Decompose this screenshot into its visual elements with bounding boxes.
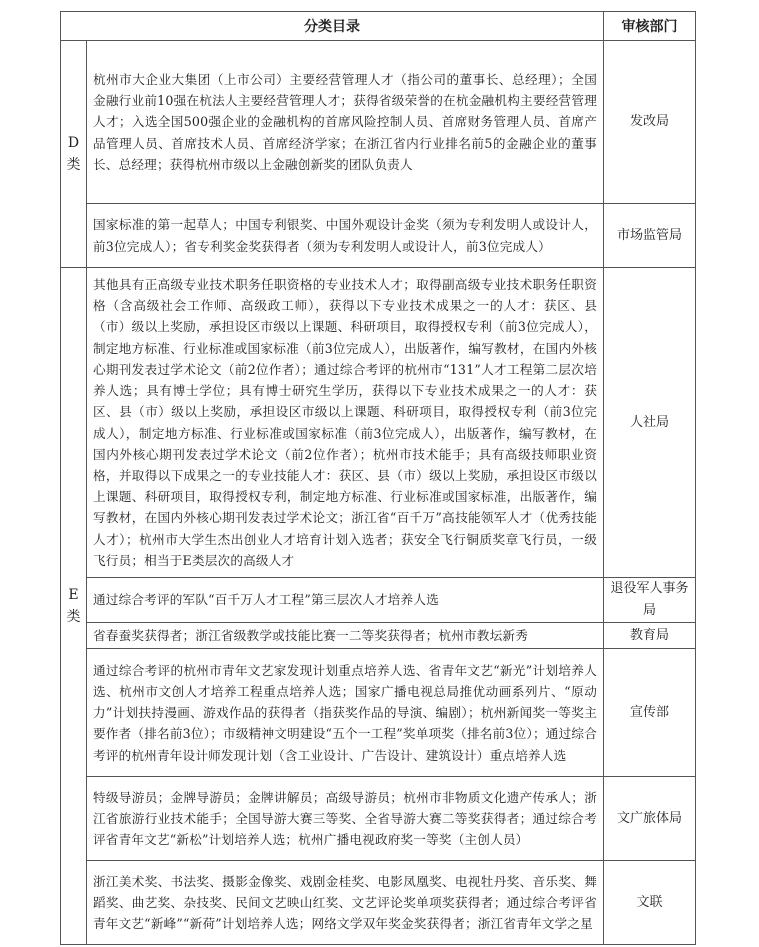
department-name: 宣传部: [604, 649, 696, 777]
talent-catalog-table: [60, 11, 696, 945]
department-name: 市场监管局: [604, 204, 696, 268]
table-header-row: [61, 12, 696, 41]
table-row: [61, 777, 696, 861]
catalog-content: 浙江美术奖、书法奖、摄影金像奖、戏剧金桂奖、电影凤凰奖、电视牡丹奖、音乐奖、舞蹈奖、曲艺奖、杂技奖、民间文艺映山红奖、文艺评论奖单项奖获得者；通过综合考评省青年文艺“新峰”“新荷”计划培养人选；网络文学双年奖金奖获得者；浙江省青年文学之星: [87, 861, 604, 945]
catalog-content: 省春蚕奖获得者；浙江省级教学或技能比赛一二等奖获得者；杭州市教坛新秀: [87, 623, 604, 649]
category-letter: D: [67, 135, 80, 151]
catalog-content: 通过综合考评的军队“百千万人才工程”第三层次人才培养人选: [87, 578, 604, 623]
category-letter: E: [68, 587, 79, 604]
department-name: 人社局: [604, 268, 696, 578]
department-name: 退役军人事务局: [604, 578, 696, 623]
category-e-cell: [61, 268, 87, 945]
table-row: [61, 41, 696, 204]
category-suffix: 类: [66, 157, 81, 173]
catalog-header: 分类目录: [61, 12, 604, 41]
category-d-cell: [61, 41, 87, 268]
department-name: 文广旅体局: [604, 777, 696, 861]
catalog-content: 通过综合考评的杭州市青年文艺家发现计划重点培养人选、省青年文艺“新光”计划培养人选、杭州市文创人才培养工程重点培养人选；国家广播电视总局推优动画系列片、“原动力”计划扶持漫画、游戏作品的获得者（指获奖作品的导演、编剧）；杭州新闻奖一等奖主要作者（排名前3位）；市级精神文明建设“五个一工程”奖单项奖（排名前3位）；通过综合考评的杭州青年设计师发现计划（含工业设计、广告设计、建筑设计）重点培养人选: [87, 649, 604, 777]
catalog-content: 国家标准的第一起草人；中国专利银奖、中国外观设计金奖（须为专利发明人或设计人，前3位完成人）；省专利奖金奖获得者（须为专利发明人或设计人，前3位完成人）: [87, 204, 604, 268]
catalog-content: 其他具有正高级专业技术职务任职资格的专业技术人才；取得副高级专业技术职务任职资格（含高级社会工作师、高级政工师），获得以下专业技术成果之一的人才：获区、县（市）级以上奖励，承担设区市级以上课题、科研项目，取得授权专利（前3位完成人），制定地方标准、行业标准或国家标准（前3位完成人），出版著作，编写教材，在国内外核心期刊发表过学术论文（前2位作者）；通过综合考评的杭州市“131”人才工程第二层次培养人选；具有博士学位；具有博士研究生学历，获得以下专业技术成果之一的人才：获区、县（市）级以上奖励，承担设区市级以上课题、科研项目，取得授权专利（前3位完成人），制定地方标准、行业标准或国家标准（前3位完成人），出版著作，编写教材，在国内外核心期刊发表过学术论文（前2位作者）；杭州市技术能手；具有高级技师职业资格，并取得以下成果之一的专业技能人才：获区、县（市）级以上奖励，承担设区市级以上课题、科研项目，取得授权专利，制定地方标准、行业标准或国家标准，出版著作，编写教材，在国内外核心期刊发表过学术论文；浙江省“百千万”高技能领军人才（优秀技能人才）；杭州市大学生杰出创业人才培育计划入选者；获安全飞行铜质奖章飞行员，一级飞行员；相当于E类层次的高级人才: [87, 268, 604, 578]
table-row: [61, 204, 696, 268]
catalog-content: 杭州市大企业大集团（上市公司）主要经营管理人才（指公司的董事长、总经理）；全国金融行业前10强在杭法人主要经营管理人才；获得省级荣誉的在杭金融机构主要经营管理人才；入选全国500强企业的金融机构的首席风险控制人员、首席财务管理人员、首席产品管理人员、首席技术人员、首席经济学家；在浙江省内行业排名前5的金融企业的董事长、总经理；获得杭州市级以上金融创新奖的团队负责人: [87, 41, 604, 204]
table-row: [61, 623, 696, 649]
catalog-content: 特级导游员；金牌导游员；金牌讲解员；高级导游员；杭州市非物质文化遗产传承人；浙江省旅游行业技术能手；全国导游大赛三等奖、全省导游大赛二等奖获得者；通过综合考评省青年文艺“新松”计划培养人选；杭州广播电视政府奖一等奖（主创人员）: [87, 777, 604, 861]
department-name: 文联: [604, 861, 696, 945]
table-row: [61, 649, 696, 777]
department-name: 发改局: [604, 41, 696, 204]
table-row: [61, 578, 696, 623]
category-suffix: 类: [66, 609, 81, 626]
table-row: [61, 268, 696, 578]
talent-catalog-sheet: [60, 11, 696, 945]
table-row: [61, 861, 696, 945]
department-header: 审核部门: [604, 12, 696, 41]
department-name: 教育局: [604, 623, 696, 649]
